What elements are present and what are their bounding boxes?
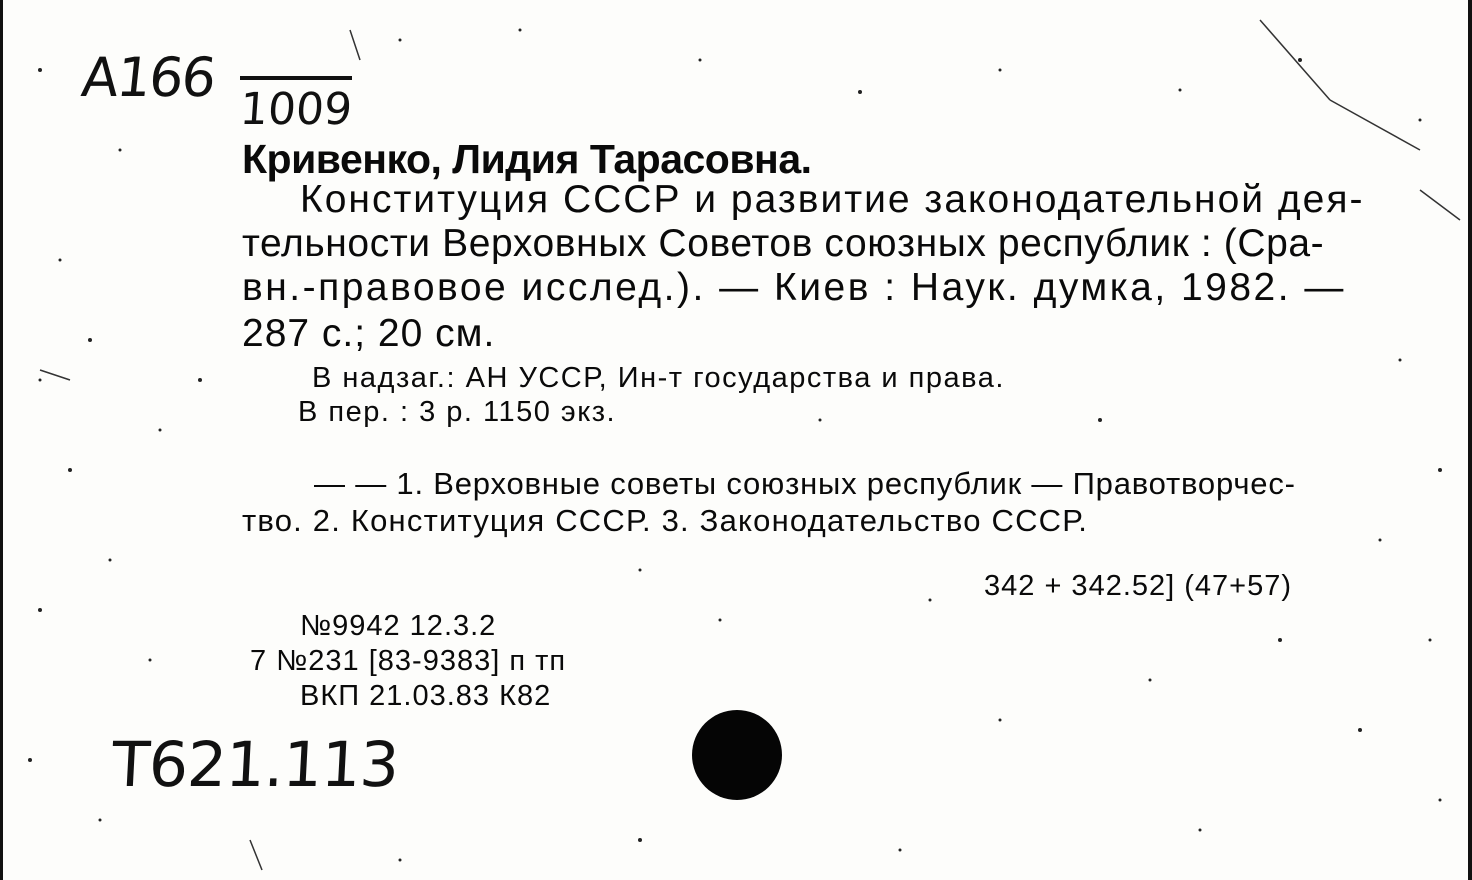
shelf-mark-right: 1009 [238,84,354,135]
handwritten-class-mark: T621.113 [110,728,401,801]
classification-index: 342 + 342.52] (47+57) [984,570,1293,602]
tech-line-3: ВКП 21.03.83 К82 [300,680,552,712]
subjects-line-1: — — 1. Верховные советы союзных республик — Правотворчес- [314,466,1296,501]
title-line-3: вн.-правовое исслед.). — Киев : Наук. думка, 1982. — [242,266,1346,309]
title-line-1: Конституция СССР и развитие законодательной дея- [300,178,1365,221]
shelf-mark-left: A166 [78,46,218,109]
note-price: В пер. : 3 р. 1150 экз. [298,396,617,428]
title-line-4: 287 с.; 20 см. [242,312,496,355]
punch-hole [692,710,782,800]
subjects-line-2: тво. 2. Конституция СССР. 3. Законодательство СССР. [242,503,1089,538]
shelf-mark-divider [240,76,352,80]
title-line-2: тельности Верховных Советов союзных республик : (Сра- [242,222,1325,265]
tech-line-2: 7 №231 [83-9383] п тп [250,645,567,677]
author-heading: Кривенко, Лидия Тарасовна. [242,136,812,182]
tech-line-1: №9942 12.3.2 [300,610,497,642]
note-header: В надзаг.: АН УССР, Ин-т государства и права. [312,362,1005,394]
